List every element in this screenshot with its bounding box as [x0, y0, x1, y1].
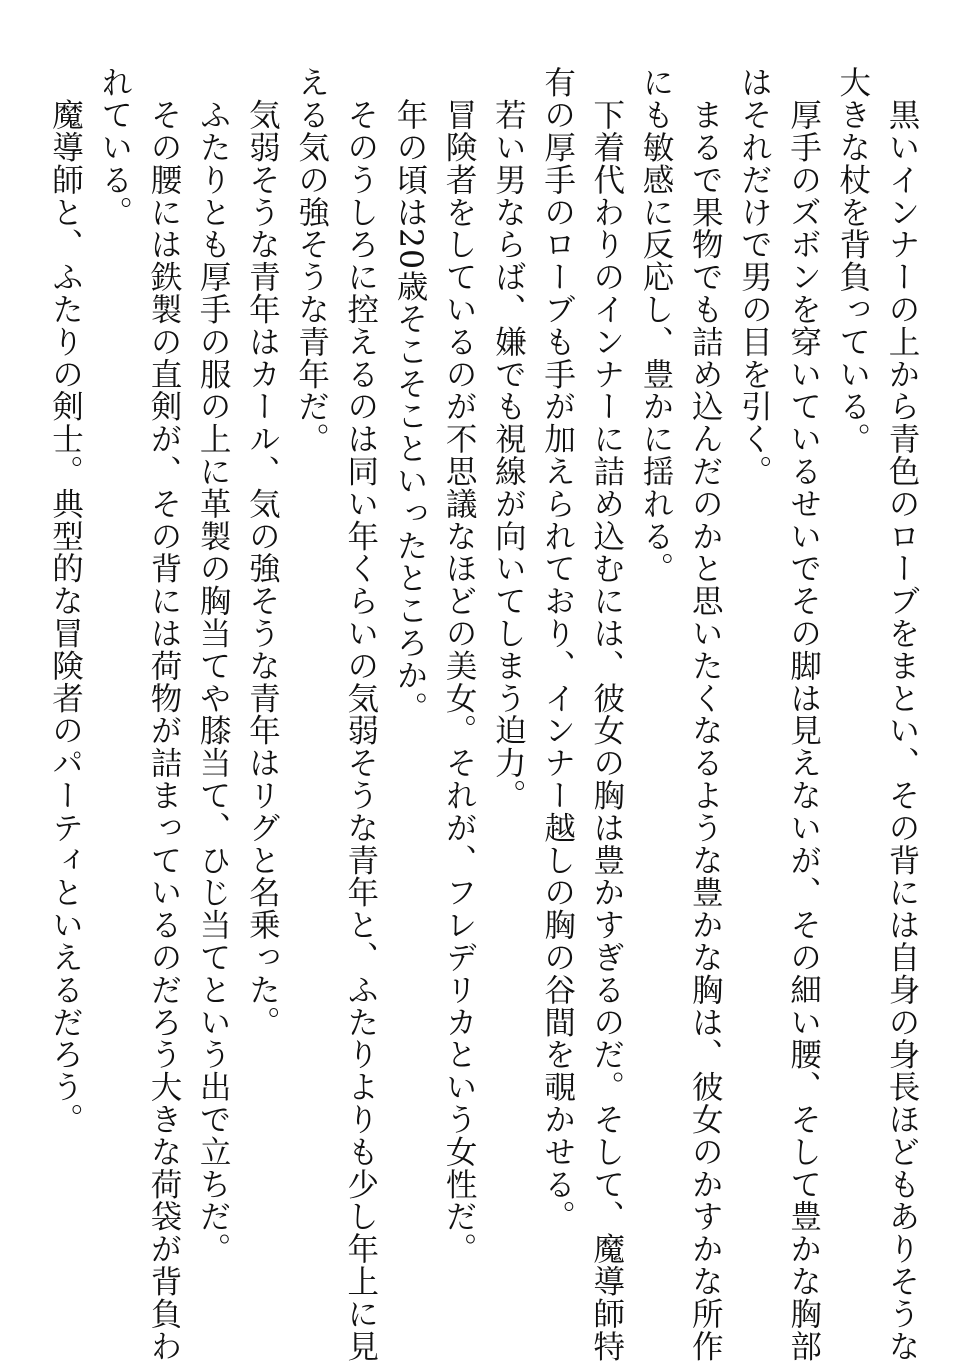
- text-line: 若い男ならば、嫌でも視線が向いてしまう迫力。: [490, 66, 527, 812]
- text-line: 黒いインナーの上から青色のローブをまとい、その背には自身の身長ほどもありそうな: [884, 66, 920, 1362]
- text-line: その腰には鉄製の直剣が、その背には荷物が詰まっているのだろう大きな荷袋が背負わ: [145, 66, 182, 1362]
- text-line: 気弱そうな青年はカール、気の強そうな青年はリグと名乗った。: [244, 66, 281, 1038]
- text-line: そのうしろに控えるのは同い年くらいの気弱そうな青年と、ふたりよりも少し年上に見: [342, 66, 379, 1362]
- text-line: ふたりとも厚手の服の上に革製の胸当てや膝当て、ひじ当てという出で立ちだ。: [195, 66, 232, 1265]
- text-line: 年の頃は20歳そこそこといったところか。: [391, 66, 428, 724]
- text-line: える気の強そうな青年だ。: [293, 66, 330, 455]
- text-line: れている。: [96, 66, 133, 228]
- text-line: はそれだけで男の目を引く。: [736, 66, 773, 488]
- text-line: 有の厚手のローブも手が加えられており、インナー越しの胸の谷間を覗かせる。: [539, 66, 576, 1233]
- text-line: にも敏感に反応し、豊かに揺れる。: [637, 66, 674, 585]
- text-line: 大きな杖を背負っている。: [834, 66, 871, 455]
- text-line: まるで果物でも詰め込んだのかと思いたくなるような豊かな胸は、彼女のかすかな所作: [687, 66, 724, 1362]
- vertical-text-body: [40, 66, 926, 1362]
- text-line: 厚手のズボンを穿いているせいでその脚は見えないが、その細い腰、そして豊かな胸部: [785, 66, 822, 1362]
- text-line: 下着代わりのインナーに詰め込むには、彼女の胸は豊かすぎるのだ。そして、魔導師特: [588, 66, 625, 1362]
- text-line: 魔導師と、ふたりの剣士。典型的な冒険者のパーティといえるだろう。: [47, 66, 84, 1136]
- text-line: 冒険者をしているのが不思議なほどの美女。それが、フレデリカという女性だ。: [441, 66, 478, 1265]
